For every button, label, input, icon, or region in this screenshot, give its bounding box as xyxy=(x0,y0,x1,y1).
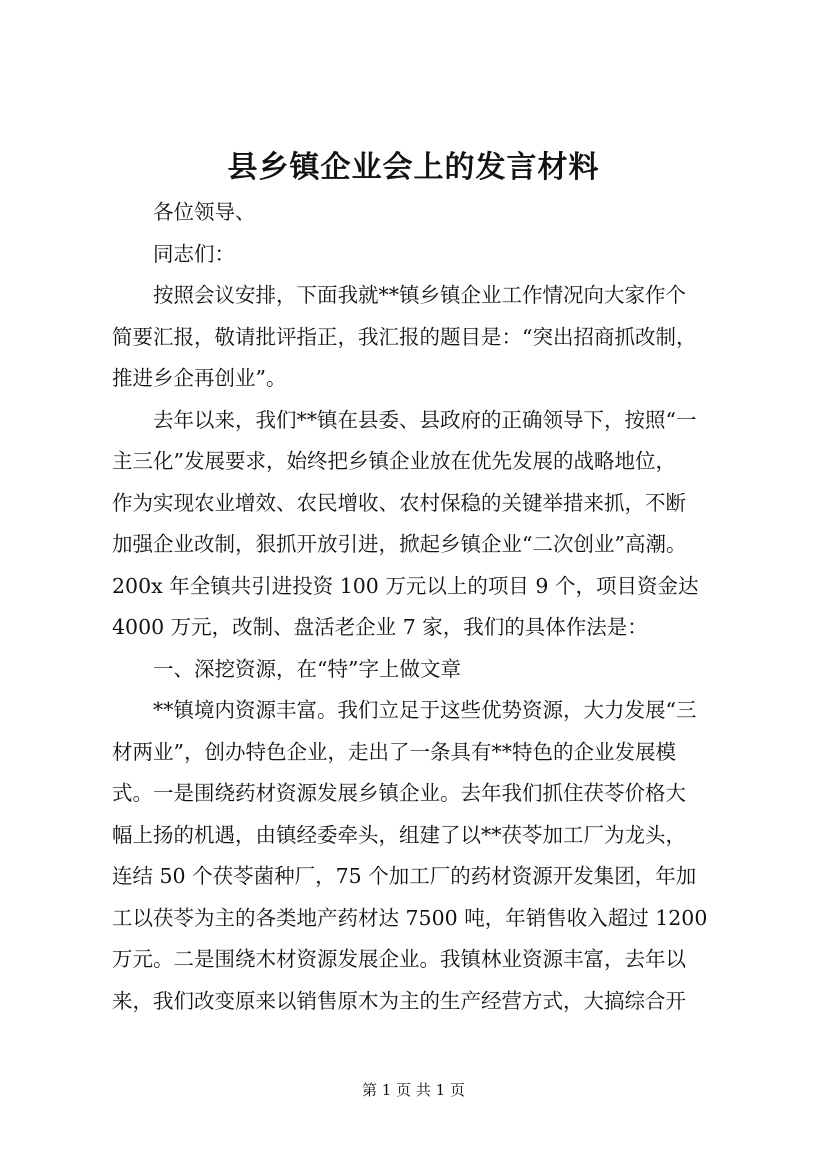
body-line: 万元。二是围绕木材资源发展企业。我镇林业资源丰富，去年以 xyxy=(112,947,686,971)
body-line: 200x 年全镇共引进投资 100 万元以上的项目 9 个，项目资金达 xyxy=(112,573,699,598)
body-line: 式。一是围绕药材资源发展乡镇企业。去年我们抓住茯苓价格大 xyxy=(112,781,686,805)
body-line: 推进乡企再创业”。 xyxy=(112,366,287,390)
document-title: 县乡镇企业会上的发言材料 xyxy=(227,150,600,185)
page-footer: 第 1 页 共 1 页 xyxy=(362,1081,465,1099)
body-line: 同志们： xyxy=(153,241,235,266)
body-line: 工以茯苓为主的各类地产药材达 7500 吨，年销售收入超过 1200 xyxy=(112,905,708,930)
body-line: 一、深挖资源，在“特”字上做文章 xyxy=(153,656,461,681)
body-line: 连结 50 个茯苓菌种厂，75 个加工厂的药材资源开发集团，年加 xyxy=(112,864,697,888)
body-line: 去年以来，我们**镇在县委、县政府的正确领导下，按照“一 xyxy=(153,407,697,432)
body-line: 加强企业改制，狠抓开放引进，掀起乡镇企业“二次创业”高潮。 xyxy=(112,532,687,556)
body-line: 作为实现农业增效、农民增收、农村保稳的关键举措来抓，不断 xyxy=(112,490,686,515)
body-line: **镇境内资源丰富。我们立足于这些优势资源，大力发展“三 xyxy=(153,698,697,722)
body-line: 按照会议安排，下面我就**镇乡镇企业工作情况向大家作个 xyxy=(153,283,686,307)
document-body xyxy=(112,192,720,1022)
body-line: 4000 万元，改制、盘活老企业 7 家，我们的具体作法是： xyxy=(112,615,648,639)
body-line: 来，我们改变原来以销售原木为主的生产经营方式，大搞综合开 xyxy=(112,988,686,1013)
body-line: 材两业”，创办特色企业，走出了一条具有**特色的企业发展模 xyxy=(112,739,676,764)
body-line: 简要汇报，敬请批评指正，我汇报的题目是：“突出招商抓改制， xyxy=(112,324,697,349)
body-line: 幅上扬的机遇，由镇经委牵头，组建了以**茯苓加工厂为龙头， xyxy=(112,822,686,847)
body-line: 主三化”发展要求，始终把乡镇企业放在优先发展的战略地位， xyxy=(112,449,676,473)
body-line: 各位领导、 xyxy=(153,200,256,224)
